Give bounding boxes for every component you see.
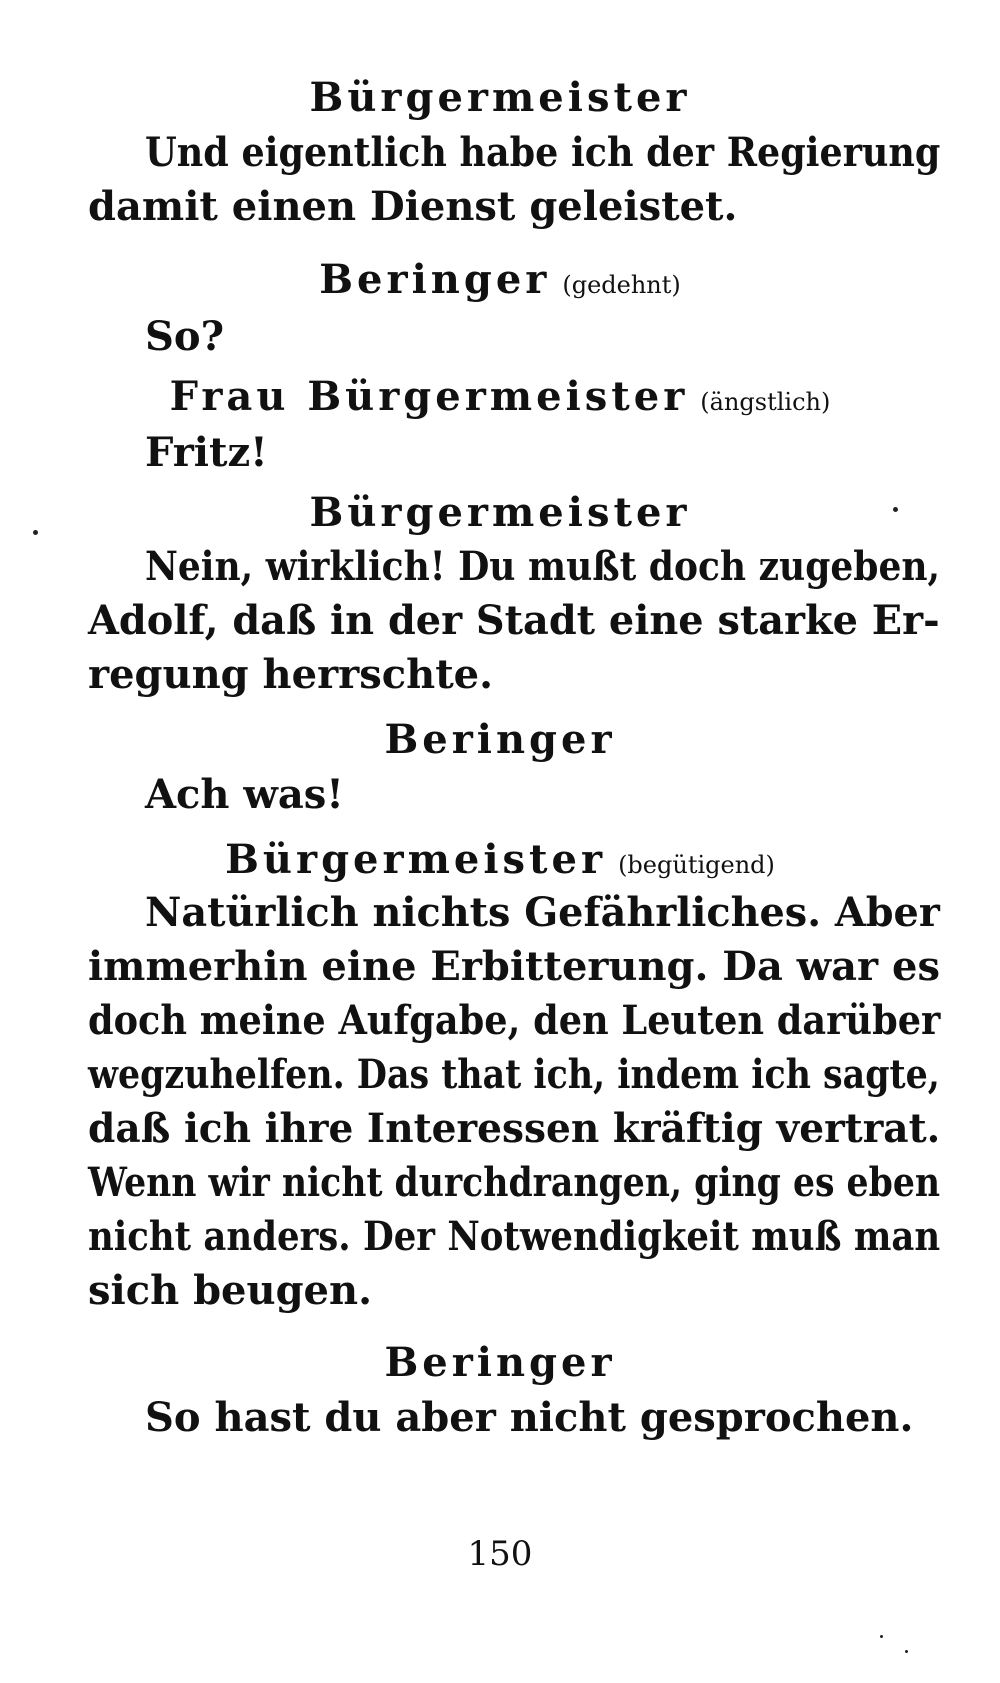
- dialogue-line: immerhin eine Erbitterung. Da war es: [88, 943, 940, 990]
- speaker-name: [0, 372, 1000, 427]
- dialogue-line: Natürlich nichts Gefährliches. Aber: [145, 889, 940, 936]
- speaker-label: Bürgermeister: [225, 836, 607, 883]
- dialogue-line: wegzuhelfen. Das that ich, indem ich sagte,: [88, 1051, 940, 1098]
- speaker-label: Bürgermeister: [309, 489, 691, 536]
- scan-speck: [905, 1650, 908, 1653]
- speaker-label: Beringer: [384, 716, 616, 763]
- speaker-name: [0, 488, 1000, 538]
- speaker-name: [0, 255, 1000, 310]
- stage-direction: (ängstlich): [700, 388, 831, 416]
- dialogue-line: Nein, wirklich! Du mußt doch zugeben,: [145, 543, 941, 590]
- dialogue-line: Wenn wir nicht durchdrangen, ging es eben: [88, 1159, 941, 1206]
- scan-speck: [880, 1635, 883, 1638]
- speaker-name: [0, 73, 1000, 123]
- dialogue-line: daß ich ihre Interessen kräftig vertrat.: [88, 1105, 941, 1152]
- scan-speck: [893, 507, 898, 512]
- dialogue-line: Und eigentlich habe ich der Regierung: [145, 129, 941, 176]
- dialogue-line: damit einen Dienst geleistet.: [88, 183, 738, 230]
- dialogue-line: sich beugen.: [88, 1267, 373, 1314]
- stage-direction: (gedehnt): [562, 271, 681, 299]
- dialogue-line: Adolf, daß in der Stadt eine starke Er-: [88, 597, 940, 644]
- dialogue-line: nicht anders. Der Notwendigkeit muß man: [88, 1213, 941, 1260]
- dialogue-line: regung herrschte.: [88, 651, 494, 698]
- dialogue-line: So hast du aber nicht gesprochen.: [145, 1394, 914, 1441]
- page-number: 150: [467, 1534, 533, 1574]
- dialogue-line: doch meine Aufgabe, den Leuten darüber: [88, 997, 941, 1044]
- dialogue-line: Fritz!: [145, 429, 268, 476]
- speaker-label: Beringer: [319, 256, 551, 303]
- scan-speck: [33, 530, 38, 535]
- speaker-label: Beringer: [384, 1339, 616, 1386]
- speaker-name: [0, 1338, 1000, 1388]
- dialogue-line: Ach was!: [145, 771, 344, 818]
- speaker-label: Frau Bürgermeister: [169, 373, 689, 420]
- speaker-label: Bürgermeister: [309, 74, 691, 121]
- stage-direction: (begütigend): [618, 851, 775, 879]
- speaker-name: [0, 835, 1000, 890]
- dialogue-line: So?: [145, 313, 225, 360]
- speaker-name: [0, 715, 1000, 765]
